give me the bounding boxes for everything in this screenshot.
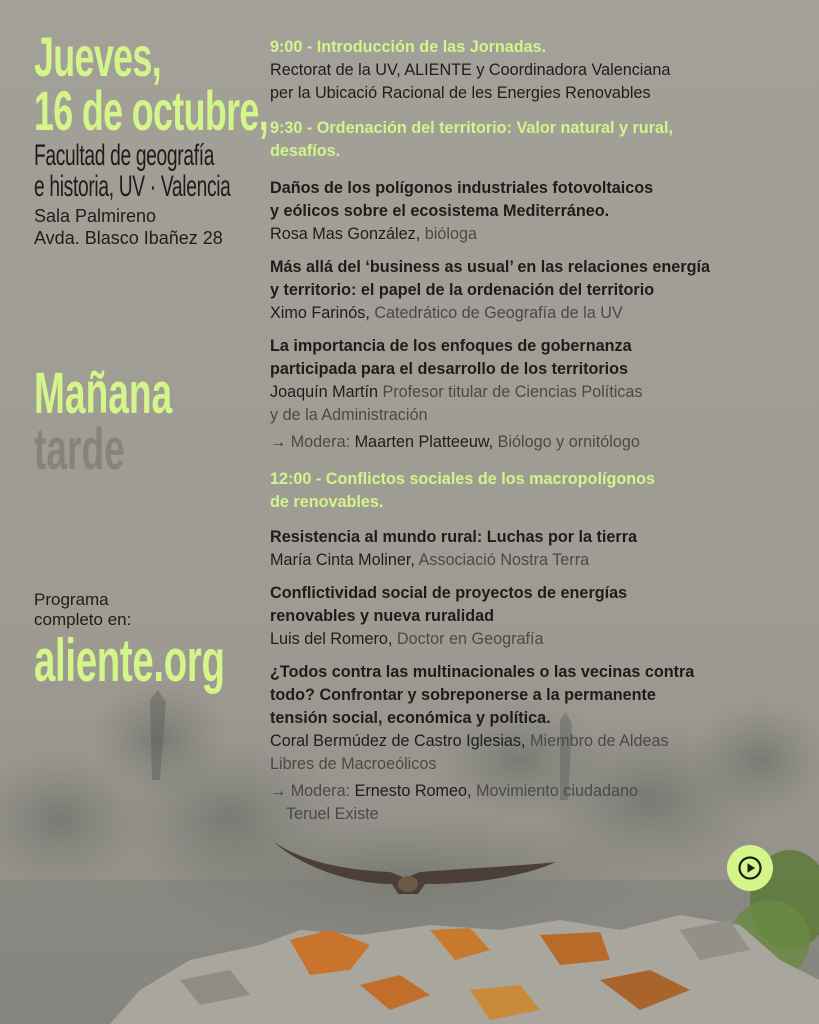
talk-item [270,526,790,572]
speaker-line [270,381,790,404]
moderator-line [270,780,790,826]
venue-line-2: e historia, UV · Valencia [34,170,231,203]
time-title-cont: desafíos. [270,142,341,160]
speaker-name: Coral Bermúdez de Castro Iglesias, [270,732,526,750]
speaker-role: Profesor titular de Ciencias Políticas [382,383,643,401]
date-label: 16 de octubre, [34,79,269,142]
talk-title: Resistencia al mundo rural: Luchas por la tierra [270,528,638,546]
talk-title: Más allá del ‘business as usual’ en las relaciones energía [270,258,710,276]
talk-title: ¿Todos contra las multinacionales o las vecinas contra [270,663,695,681]
event-date-block [34,25,269,249]
website-link[interactable]: aliente.org [34,627,225,694]
speaker-name: Rosa Mas González, [270,225,421,243]
time-title: 9:30 - Ordenación del territorio: Valor natural y rural, [270,119,673,137]
moderator-role: Movimiento ciudadano [476,782,639,800]
speaker-name: Joaquín Martín [270,383,378,401]
talk-item [270,661,790,776]
time-title: 12:00 - Conflictos sociales de los macropolígonos [270,470,655,488]
intro-line-1: Rectorat de la UV, ALIENTE y Coordinadora Valenciana [270,61,671,79]
intro-line-2: per la Ubicació Racional de les Energies Renovables [270,84,651,102]
session-block [34,361,250,482]
talk-title: participada para el desarrollo de los territorios [270,360,629,378]
arrow-right-icon: → [270,433,287,451]
day-label: Jueves, [34,25,162,88]
address-label: Avda. Blasco Ibañez 28 [34,228,223,248]
talk-item [270,335,790,427]
moderator-label: Modera: [290,782,351,800]
speaker-role-cont: Libres de Macroeólicos [270,755,437,773]
venue-line-1: Facultad de geografía [34,139,215,172]
schedule [270,36,790,826]
talk-title: tensión social, económica y política. [270,709,551,727]
talk-title: y territorio: el papel de la ordenación del territorio [270,281,655,299]
program-label-2: completo en: [34,610,132,629]
moderator-line [270,431,790,454]
talk-title: todo? Confrontar y sobreponerse a la permanente [270,686,656,704]
talk-item [270,582,790,651]
moderator-name: Maarten Platteeuw, [354,433,494,451]
speaker-line [270,302,790,325]
moderator-role: Biólogo y ornitólogo [497,433,640,451]
speaker-line [270,549,790,572]
speaker-role: Doctor en Geografía [396,630,544,648]
session-morning: Mañana [34,361,173,426]
talk-title: La importancia de los enfoques de gobernanza [270,337,632,355]
time-title: 9:00 - Introducción de las Jornadas. [270,38,547,56]
schedule-block-conflicts [270,468,790,514]
speaker-line [270,628,790,651]
talk-title: Daños de los polígonos industriales fotovoltaicos [270,179,654,197]
talk-title: Conflictividad social de proyectos de energías [270,584,628,602]
play-icon [738,856,762,880]
speaker-name: Ximo Farinós, [270,304,370,322]
speaker-role: Associació Nostra Terra [418,551,590,569]
moderator-role-cont: Teruel Existe [286,805,379,823]
talk-title: y eólicos sobre el ecosistema Mediterráneo. [270,202,610,220]
time-title-cont: de renovables. [270,493,384,511]
speaker-role-cont: y de la Administración [270,406,428,424]
speaker-role: Catedrático de Geografía de la UV [374,304,623,322]
schedule-block-intro [270,36,790,105]
speaker-role: bióloga [424,225,477,243]
session-afternoon: tarde [34,417,125,482]
next-slide-button[interactable] [727,845,773,891]
speaker-name: María Cinta Moliner, [270,551,415,569]
moderator-name: Ernesto Romeo, [354,782,472,800]
arrow-right-icon: → [270,782,287,800]
room-label: Sala Palmireno [34,206,157,226]
speaker-line [270,223,790,246]
moderator-label: Modera: [290,433,351,451]
talk-item [270,177,790,246]
speaker-line [270,730,790,753]
schedule-block-territory [270,117,790,163]
program-label-1: Programa [34,590,109,609]
talk-item [270,256,790,325]
speaker-name: Luis del Romero, [270,630,393,648]
speaker-role: Miembro de Aldeas [530,732,669,750]
talk-title: renovables y nueva ruralidad [270,607,495,625]
